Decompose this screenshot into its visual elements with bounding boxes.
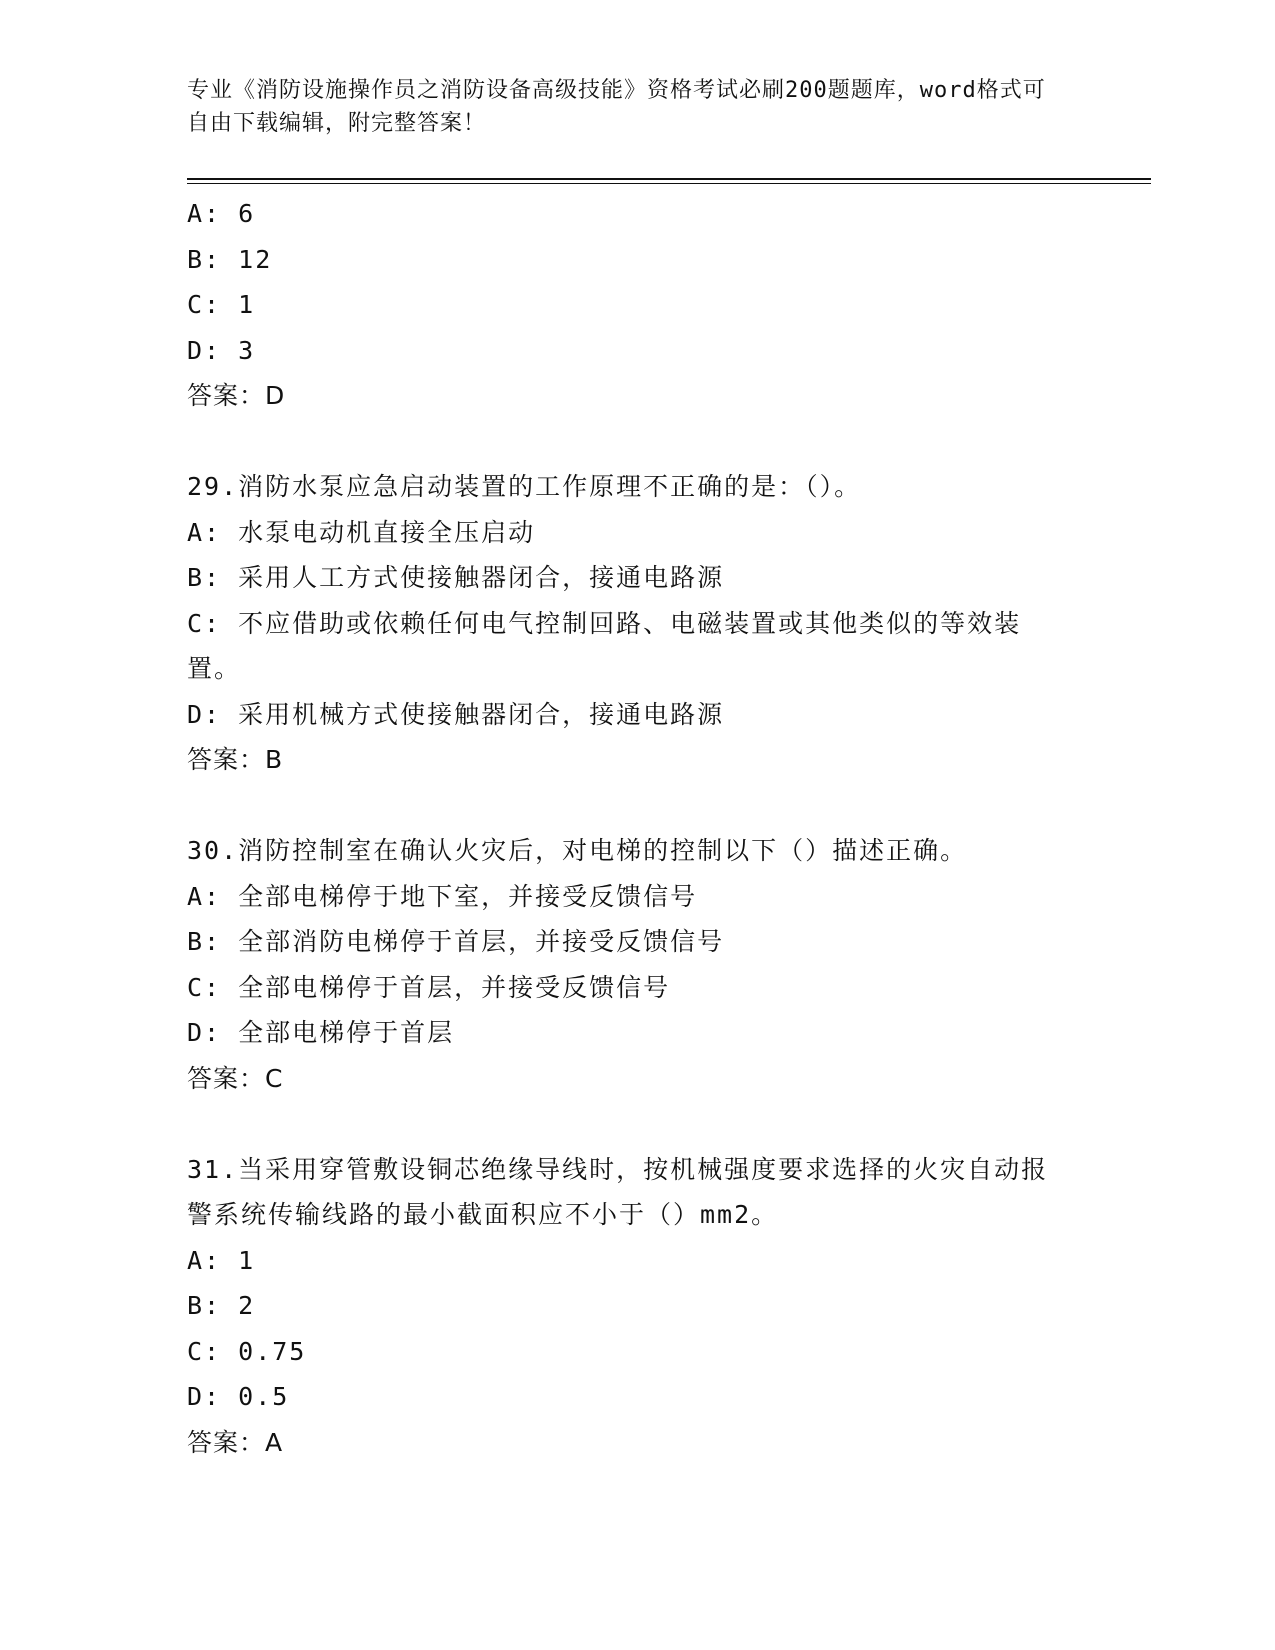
document-body xyxy=(187,191,1087,1465)
header-rule-thick xyxy=(187,178,1151,180)
option-a: A: 水泵电动机直接全压启动 xyxy=(187,517,536,547)
option-a: A: 1 xyxy=(187,1245,256,1275)
answer-line: 答案：B xyxy=(187,745,284,774)
answer-line: 答案：A xyxy=(187,1427,284,1457)
question-31 xyxy=(187,1147,1087,1466)
option-d: D: 3 xyxy=(187,335,256,365)
question-30 xyxy=(187,828,1087,1101)
option-c: C: 1 xyxy=(187,290,256,319)
option-d: D: 0.5 xyxy=(187,1382,290,1411)
question-29 xyxy=(187,464,1087,783)
document-header: 专业《消防设施操作员之消防设备高级技能》资格考试必刷200题题库，word格式可自由下载编辑，附完整答案！ xyxy=(187,78,1046,136)
question-stem: 29.消防水泵应急启动装置的工作原理不正确的是：（）。 xyxy=(187,472,862,501)
option-b: B: 全部消防电梯停于首层，并接受反馈信号 xyxy=(187,927,725,956)
option-d: D: 采用机械方式使接触器闭合，接通电路源 xyxy=(187,699,725,729)
option-d: D: 全部电梯停于首层 xyxy=(187,1018,455,1047)
option-b: B: 12 xyxy=(187,244,273,274)
question-stem: 31.当采用穿管敷设铜芯绝缘导线时，按机械强度要求选择的火灾自动报警系统传输线路的最小截面积应不小于（）mm2。 xyxy=(187,1154,1049,1229)
answer-line: 答案：D xyxy=(187,381,286,410)
question-stem: 30.消防控制室在确认火灾后，对电梯的控制以下（）描述正确。 xyxy=(187,836,968,865)
spacer xyxy=(187,1101,1087,1147)
option-c: C: 全部电梯停于首层，并接受反馈信号 xyxy=(187,972,671,1002)
option-a: A: 全部电梯停于地下室，并接受反馈信号 xyxy=(187,881,698,911)
option-b: B: 采用人工方式使接触器闭合，接通电路源 xyxy=(187,563,725,592)
spacer xyxy=(187,419,1087,465)
header-rule-thin xyxy=(187,183,1151,184)
spacer xyxy=(187,783,1087,829)
question-28-partial xyxy=(187,191,1087,419)
answer-line: 答案：C xyxy=(187,1063,284,1093)
option-c: C: 不应借助或依赖任何电气控制回路、电磁装置或其他类似的等效装置。 xyxy=(187,608,1022,683)
option-c: C: 0.75 xyxy=(187,1336,307,1366)
option-a: A: 6 xyxy=(187,199,256,228)
option-b: B: 2 xyxy=(187,1291,256,1320)
